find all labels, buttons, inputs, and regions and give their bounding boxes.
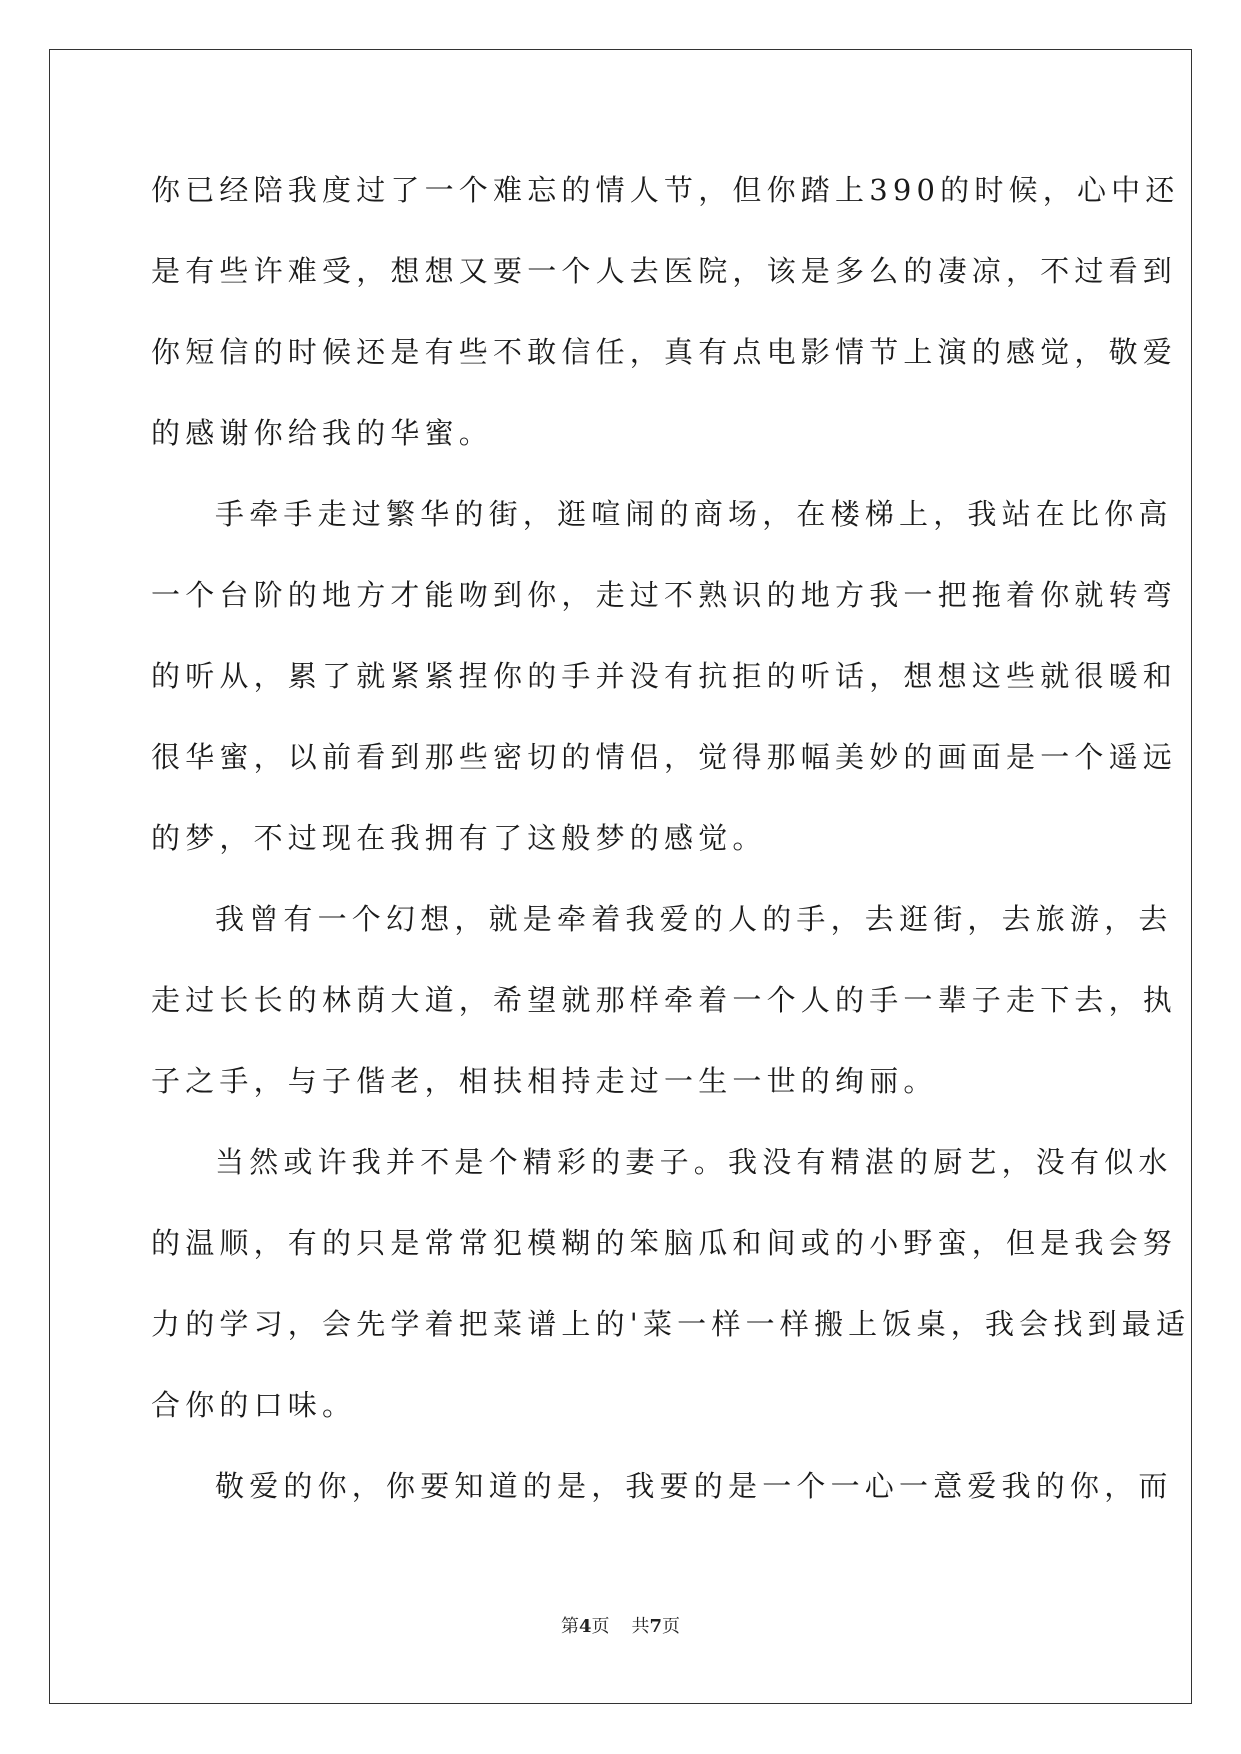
- text-line: 的梦，不过现在我拥有了这般梦的感觉。: [151, 821, 767, 855]
- text-line: 我曾有一个幻想，就是牵着我爱的人的手，去逛街，去旅游，去: [215, 902, 1173, 936]
- text-line: 一个台阶的地方才能吻到你，走过不熟识的地方我一把拖着你就转弯: [151, 578, 1178, 612]
- page-number: 4: [578, 1616, 592, 1637]
- text-line: 你短信的时候还是有些不敢信任，真有点电影情节上演的感觉，敬爱: [151, 335, 1178, 369]
- total-prefix: 共: [631, 1616, 650, 1637]
- text-line: 你已经陪我度过了一个难忘的情人节，但你踏上390的时候，心中还: [151, 173, 1180, 207]
- text-line: 力的学习，会先学着把菜谱上的'菜一样一样搬上饭桌，我会找到最适: [151, 1307, 1191, 1341]
- page-suffix: 页: [591, 1616, 610, 1637]
- text-line: 很华蜜，以前看到那些密切的情侣，觉得那幅美妙的画面是一个遥远: [151, 740, 1178, 774]
- document-body: [151, 150, 1191, 1527]
- page-prefix: 第: [560, 1616, 579, 1637]
- text-line: 子之手，与子偕老，相扶相持走过一生一世的绚丽。: [151, 1064, 938, 1098]
- text-line: 是有些许难受，想想又要一个人去医院，该是多么的凄凉，不过看到: [151, 254, 1178, 288]
- text-line: 的听从，累了就紧紧捏你的手并没有抗拒的听话，想想这些就很暖和: [151, 659, 1178, 693]
- page-footer: [0, 1612, 1241, 1638]
- text-line: 合你的口味。: [151, 1388, 357, 1422]
- text-line: 的感谢你给我的华蜜。: [151, 416, 494, 450]
- total-pages: 7: [649, 1616, 663, 1637]
- total-suffix: 页: [662, 1616, 681, 1637]
- text-line: 当然或许我并不是个精彩的妻子。我没有精湛的厨艺，没有似水: [215, 1145, 1173, 1179]
- text-line: 敬爱的你，你要知道的是，我要的是一个一心一意爱我的你，而: [215, 1469, 1173, 1503]
- text-line: 的温顺，有的只是常常犯模糊的笨脑瓜和间或的小野蛮，但是我会努: [151, 1226, 1178, 1260]
- text-line: 走过长长的林荫大道，希望就那样牵着一个人的手一辈子走下去，执: [151, 983, 1178, 1017]
- text-line: 手牵手走过繁华的街，逛喧闹的商场，在楼梯上，我站在比你高: [215, 497, 1173, 531]
